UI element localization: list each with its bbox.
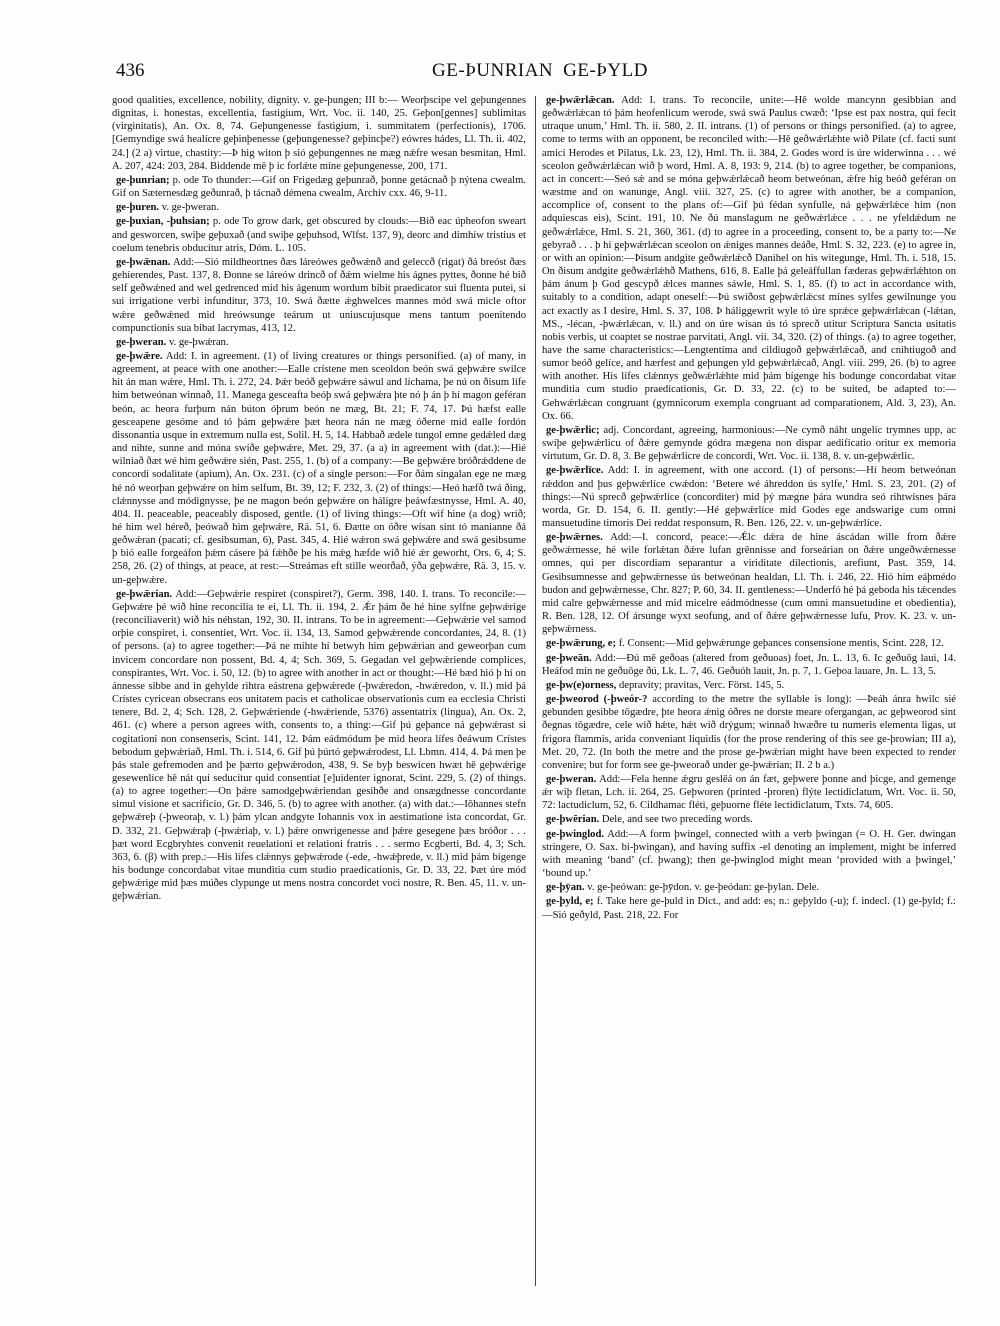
entry-headword: ge-þwǣre. (116, 350, 163, 362)
entry-headword: ge-þwǣrlīce. (546, 465, 604, 477)
dictionary-entry (112, 336, 526, 349)
entry-headword: ge-þweorod (-þweór-? (546, 694, 648, 706)
entry-body: good qualities, excellence, nobility, dignity. v. ge-þungen; III b:— Weorþscipe vel geþungennes dignitas, i. honestas, excellentia, fastigium, Wrt. Voc. ii. 140, 25. Geþon[gennes] sublimitas (virginitatis), An. Ox. 8, 74. Geþungenesse fastigium, i. summitatem (perfectionis), 1706. [Gemyndige swá healícre geþinþenesse (geþungenesse? geþincþe?) eówres hádes, Ll. Th. ii. 402, 24.] (2 a) virtue, chastity:—Þ hig witon þ sió geþungennes ne mæg nǽfre wesan besmitan, Hml. A. 207, 424: 203, 284. Biddende mē þ ic forlǽte míne geþungenesse, 200, 171. (112, 95, 526, 172)
entry-body: p. ode To thunder:—Gif on Frigedæg geþunrað, þonne getácnað þ nýtena cwealm. Gif on Sæternesdæg geðunrað, þ tácnað démena cwealm, Archiv cxx. 46, 9-11. (112, 174, 526, 200)
entry-body: Add: I. in agreement. (1) of living creatures or things personified. (a) of many, in agreement, at peace with one another:—Ealle crístene men sceoldon beón swá geþwǽre swilce hit án man wǽre, Hml. Th. i. 272, 24. Þǽr beóð geþwǽre sáwul and líchama, þe nú on ðisum lífe him betweónan winnað, 11. Manega gesceafta beóþ swá geþwǽra þte nó þ án þ hí magon geféran beón, ac heora furþum nán búton óþrum beón ne mæg, Bt. 21; F. 74, 17. Þú hæfst ealle gesceapene gesóme and tó þám geþwǽre þæt heora nán ne mæg óðerne mid ealle fordón dissonantia usque in extremum nulla est, Solil. H. 5, 14. Habbað ædele tungol emne gedǽled dæg and nihte, sunne and móna swíðe geþwǽre, Met. 29, 37. (a a) in agreement with (dat.):—Hié wilniað ðæt wé him geðwǽre sién, Past. 255, 1. (b) of a company:—Be geþwǽre bróðrǽddene de concordi sodalitate (apium), An. Ox. 231. (c) of a single person:—For ðám singalan ege ne mæg hé nó weorþan geþwǽre on him selfum, Bt. 39, 12; F. 232, 3. (2) of things:—Heó hæfð twá ðing, clǽnnysse and módignysse, þe ne magon beón geþwǽre on hálígre þeáwfæstnysse, Hml. A. 40, 404. II. peaceable, peaceably disposed, gentle. (1) of living things:—Oft wif hine (a dog) wríð; hé him wel héreð, þeówað him geþwǽre, Rä. 51, 6. Ðætte on óðre wísan sint tó manianne ðá geðwǽran (pacati; cf. gesibsuman, 6), Past. 345, 4. Hié wǽron swá geþwǽre and swá gesibsume þ bió ealle forgeáfon þǽm cásere þá fǽhðe þe his mǽg hæfde wið hié ǽr geworht, Ors. 6, 4; S. 258, 26. (2) of things, at peace, at rest:—Streámas eft stille weorðað, ýða geþwǽre, Rä. 3, 15. v. un-geþwǽre. (112, 350, 526, 586)
dictionary-entry (542, 424, 956, 463)
dictionary-entry (542, 693, 956, 772)
entry-body: Add:—Ðú mē geðoas (altered from geðuoas) foet, Jn. L. 13, 6. Ic geðuōg laui, 14. Heáfod mín ne geðuōge ðú, Lk. L. 7, 46. Geðuóh lauit, Jn. p. 7, 1. Geþoa lauare, Jn. L. 13, 5. (542, 652, 956, 677)
dictionary-entry (542, 637, 956, 650)
entry-body: Add:—Fela henne ǽgru geslēá on án fæt, geþwere þonne and þicge, and gemenge ǽr wiþ fletan, Lch. ii. 264, 25. Geþworen (printed -þroren) flýte lectidiclatum, Wrt. Voc. ii. 50, 72: lactudiclum, 52, 6. Cildhamac fléti, geþuorne fléte lectidiclatum, Txts. 74, 605. (542, 773, 956, 812)
dictionary-entry (542, 813, 956, 826)
entry-headword: ge-þw(e)orness, (546, 679, 617, 691)
dictionary-entry (542, 531, 956, 636)
dictionary-entry (112, 350, 526, 587)
dictionary-entry (542, 679, 956, 692)
entry-body: according to the metre the syllable is long): —Þeáh ánra hwilc sié gebunden gesibbe tōgædre, þte heora ǽnig óðres ne dorste meare ofergangan, ac geþweorod sint ðegnas tōgædre, cele wið hǽte, hǽt wið drýgum; winnað hwæðre tu numeris elementa ligas, ut frigora flammis, arida conveniant liquidis (for the prose rendering of this see ge-þrowian; III a), Met. 20, 72. (In both the metre and the prose ge-þwǽrian might have been expected to render convenire; but for form see ge-þweorað under ge-þwǽrian; II. 2 b a.) (542, 694, 956, 771)
dictionary-entry (542, 464, 956, 530)
dictionary-entry (542, 652, 956, 678)
entry-body: Add:—Geþwǽrie respiret (conspiret?), Germ. 398, 140. I. trans. To reconcile:—Geþwǽre þé wið hine reconcilia te ei, Ll. Th. ii. 194, 2. Ǽr þám ðe hé hine sylfne geþwǽrige (reconciliaverit) wið his néhstan, 192, 30. II. intrans. To be in agreement:—Geþwǽrie vel samod orþie conspiret, i. consentiet, Wrt. Voc. ii. 134, 13. Samod geþwǽrende concordantes, 24, 8. (1) of persons. (a) to agree together:—Þá ne mihte hí betwyh him geþwǽrian and geweorþan cum invicem concordare non possent, Bd. 4, 4; Sch. 369, 5. Gegadan vel geþwǽriende complices, conspirantes, Wrt. Voc. i. 50, 12. (b) to agree with another in act or thought:—Hé bæd hió þ hí on ánnesse sibbe and in gehylde rihtra eástrena geþwǽrede (-þwǽredon, -hwǽredon, v. ll.) mid þá Crístes cyricean obsecrans eos unitatem pacis et catholicae observationis cum ea ecclesia Christi tenere, Bd. 2, 4; Sch. 128, 2. Geþwǽriende (-hwǽriende, 5376) assentatrix (lingua), An. Ox. 2, 461. (c) where a person agrees with, consents to, a thing:—Gif þú geþance ná geþwǽrast si cogitationi non consenseris, Scint. 141, 12. Þám eádmódum þe mid heora lífes ðeáwum Crístes bebodum geþwǽriað, Hml. Th. i. 514, 6. Gif þú þúrtó geþwǽrodest, Ll. Lbmn. 414, 4. Þá men þe þás stale gefremoden and þe þærto geþwǽrodon, 438, 9. Se byþ beswicen hwæt hē geþwǽrige gesewenlíce hē nát qui seducitur quid consentiat [e]uidenter ignorat, Scint. 229, 5. (2) of things. (a) to agree together:—On þǽre samodgeþwǽriendan gesihðe and onsægdnesse concordante simul visione et sacrificio, Gr. D. 346, 5. (b) to agree with another. (a) with dat.:—Iōhannes stefn geþwǽreþ (-þweoraþ, v. l.) þám ylcan andgyte Iohannis vox in aestimatione ista concordat, Gr. D. 332, 21. Geþwǽraþ (-þwǽriaþ, v. l.) þǽre onwrigenesse and þǽre gesegene þæs bróðor . . . þæt word Ecgbryhtes convenit reuelationi et relationi fratris . . . sermo Ecgberti, Bd. 4, 3; Sch. 363, 6. (β) with prep.:—His lífes clǽnnys geþwǽrode (-ede, -hwǽþrede, v. ll.) mid þám bígenge his bodunge concordabat vitae munditia cum studio praedicationis, Gr. D. 33, 22. Þæt úre mód geþwǽrige mid þæs múðes clypunge ut mens nostra concordet voci nostre, R. Ben. 45, 11. v. un-geþwǽrian. (112, 588, 526, 903)
entry-headword: ge-þuren. (116, 202, 160, 214)
right-column (542, 94, 956, 1304)
entry-headword: ge-þweran. (546, 773, 597, 785)
entry-body: Add:—I. concord, peace:—Ǽlc dǽra de hine áscádan wille from ðǽre geðwǽrnesse, hé wile forlǽtan ðǽre lufan grēnnisse and forseárian on ðǽre ungeðwǽrnesse omnes, qui per discordiam separantur a viriditate dilectionis, arefiunt, Past. 359, 14. Gesibsumnesse and geþwǽrnesse ús betweónan healdan, Ll. Th. i. 246, 22. Hió him eáþmédo budon and geþwǽrnesse, Chr. 827; P. 60, 34. II. gentleness:—Underfó hé þá geboda his tǽcendes mid calre geþwǽrnesse and mid micelre eádmódnesse (cum omni mansuetudine et obedientia), R. Ben. 128, 12. Of ársunge wyxt seofung, and of ðǽre geþwǽrnesse lufu, Prov. K. 23. v. un-geþwǽrness. (542, 532, 956, 636)
entry-headword: ge-þwǣrnes. (546, 532, 603, 544)
entry-headword: ge-þwǣrian. (116, 588, 173, 600)
left-column (112, 94, 526, 1304)
entry-body: v. ge-þwǽran. (168, 336, 229, 348)
entry-headword: ge-þwǣrung, e; (546, 638, 617, 650)
dictionary-entry (112, 256, 526, 335)
entry-headword: ge-þwērian. (546, 814, 600, 826)
entry-body: Add: I. in agreement, with one accord. (1) of persons:—Hí heom betweónan rǽddon and þus geþwǽrlíce cwǽdon: ‘Betere wé áhreddon ús sylfe,’ Hml. S. 23, 201. (2) of things:—Nú sprecð geþwǽrlíce (concorditer) mid þý mægne þára wundra seó rihtwísnes þára worda, Gr. D. 154, 6. II. gently:—Hé geþwǽrlíce mid Godes ege andswarige cum omni mansuetudine timoris Dei reddat responsum, R. Ben. 126, 22. v. un-geþwǽrlíce. (542, 465, 956, 529)
dictionary-entry (542, 895, 956, 921)
entry-body: v. ge-þweran. (161, 202, 219, 214)
entry-body: Add:—A form þwingel, connected with a verb þwingan (= O. H. Ger. dwingan stringere, O. Sax. bi-þwingan), and having suffix -el denoting an implement, might be inferred with meaning ‘band’ (cf. þwang); then ge-þwinglod might mean ‘provided with a þwingel,’ ‘bound up.’ (542, 828, 956, 880)
entry-body: depravity; pravitas, Verc. Först. 145, 5. (618, 679, 785, 691)
entry-body: p. ode To grow dark, get obscured by clouds:—Bið eac úpheofon sweart and gesworcen, swiþe geþuxað (and swiþe geþuhsod, Wlfst. 137, 9), deorc and dimhíw tristius et coelum tenebris obducitur atris, Dóm. L. 105. (112, 216, 526, 254)
page-number: 436 (116, 60, 145, 81)
dictionary-entry (542, 881, 956, 894)
entry-body: Add:—Sió mildheortnes ðæs láreówes geðwǽnð and geleccð (rigat) ðá breóst ðæs gehíerendes, Past. 137, 8. Ðonne se láreów drincð of ðǽm wielme his ágnes pyttes, ðonne hé bið self geðwǽned and wel gedrenced mid his ágenum wordum bibit praedicator sui fluenta putei, si sui irrigatione verbi infunditur, 373, 10. Swá ðætte ǽghwelces mannes mód swá micle oftor wǽre geðwǽned mid hreówsunge teárum ut uniuscujusque mens tantum poenitendo compunctionis sua bibat lacrymas, 413, 12. (112, 256, 526, 334)
dictionary-entry (542, 773, 956, 812)
dictionary-entry (112, 94, 526, 173)
dictionary-entry (542, 94, 956, 423)
entry-body: v. ge-þeówan: ge-þȳdon. v. ge-þeódan: ge-þylan. Dele. (587, 882, 820, 894)
entry-headword: ge-þweān. (546, 652, 592, 664)
dictionary-entry (112, 201, 526, 214)
dictionary-entry (112, 174, 526, 200)
entry-headword: ge-þwǣrlǣcan. (546, 95, 615, 106)
running-header: GE-ÞUNRIAN GE-ÞYLD (432, 60, 648, 81)
entry-body: f. Consent:—Mid geþwǽrunge geþances consensione mentis, Scint. 228, 12. (618, 638, 944, 650)
entry-headword: ge-þweran. (116, 336, 167, 348)
dictionary-entry (112, 215, 526, 254)
dictionary-entry (112, 588, 526, 904)
entry-body: f. Take here ge-þuld in Dict., and add: es; n.: geþyldo (-u); f. indecl. (1) ge-þyld; f.:—Sió geðyld, Past. 218, 22. For (542, 896, 956, 921)
entry-headword: ge-þwinglod. (546, 828, 604, 840)
entry-headword: ge-þuxian, -þuhsian; (116, 216, 210, 228)
column-divider (535, 96, 536, 1286)
entry-headword: ge-þwǣrlic; (546, 424, 600, 436)
entry-headword: ge-þȳan. (546, 882, 585, 894)
entry-body: Dele, and see two preceding words. (601, 814, 753, 826)
entry-headword: ge-þyld, e; (546, 896, 594, 908)
entry-headword: ge-þwǣnan. (116, 256, 171, 268)
entry-headword: ge-þunrian; (116, 174, 170, 186)
dictionary-entry (542, 828, 956, 881)
entry-body: Add: I. trans. To reconcile, unite:—Hē wolde mancynn gesibbian and geðwǽrlǽcan tó þám heofenlicum werode, swá swá Paulus cwæð: ‘Ipse est pax nostra, qui fecit utraque unum,’ Hml. Th. ii. 580, 2. II. intrans. (1) of persons or things personified. (a) to agree, come to terms with an opponent, be reconciled with:—Hē geðwǽrlǽhte wið Pilate (cf. facti sunt amici Herodes et Pilatus, Lk. 23, 12), Hml. Th. ii. 384, 2. Godes word is úre widerwinna . . . wé sceolon geðwǽrlǽcan wið þ word, Hml. A. 8, 193: 9, 214. (b) to agree together, be companions, act in concert:—Seó sǽ and se móna geþwǽrlǽcað heom betweónan, ǽfre hig beóð geféran on wæstme and on wanunge, Angl. viii. 327, 25. (c) to agree with another, be a companion, accomplice of, consent to the plans of:—Gif þú fédan synfulle, ná geþwǽrlǽce him (non adquiescas eis), Scint. 191, 10. Ne ðú manslagum ne geðwǽrlǽce . . . ne yfeldǽdum ne geðwǽrlǽce, Hml. S. 21, 360, 361. (d) to agree in a proceeding, consent to, be a party to:—Ne gebyrað . . . þ hí geþwǽrlǽcan sceolon on ǽniges mannes deáðe, Hml. S. 32, 223. (e) to agree in, or with an opinion:—Þisum andgite geðwǽrlǽcð Danihel on his witegunge, Hml. Th. i. 518, 15. On ðisum andgite geðwǽrlǽhð Mathens, 616, 8. Ealle þá geleáffullan fæderas geþwǽrlǽhton on þám ánum þ God gescypð ǽlces mannes sáwle, Hml. S. 1, 85. (f) to act in accordance with, suitably to a condition, adapt oneself:—Þú swíðost geþwǽrlǽcst mínes sylfes gewilnunge you act exactly as I desire, Hml. S. 37, 108. Þ háliggewrit wyle tó úre sprǽce geþwǽrlǽcan (-lǽtan, MS., -lécan, -þwǽrlǽcan, v. ll.) and on úre wísan ús tó sprecð utitur Scriptura Sancta usitatis nobis verbis, ut coaptet se nostrae parvitati, Angl. vii. 34, 320. (2) of things. (a) to agree together, have the same characteristics:—Lengtentíma and cildiugoð geþwǽrlǽcað, and cnihtiugoð and sumor beóð gelíce, and hærfest and geþungen yld geþwǽrlǽcað, Angl. viii. 299, 26. (b) to agree with another. His lífes clǽnnys geðwǽrlǽhte mid þám bígenge his bodunge concordabat vitae munditia cum studio praedicationis, Gr. D. 33, 22. (c) to be suited, be adapted to:—Gehwǽrlǽcan congruant (gymnicorum exempla congruant ad comparationem, Ald. 3, 23), An. Ox. 66. (542, 95, 956, 422)
entry-body: adj. Concordant, agreeing, harmonious:—Ne cymð náht ungelíc trymnes upp, ac swíþe geþwǽrlicu of ðǽre gemynde gódra mægena non dispar aedificatio oritur ex memoria virtutum, Gr. D. 8, 3. Be geþwǽrlicre de concordi, Wrt. Voc. ii. 138, 8. v. un-geþwǽrlic. (542, 424, 956, 463)
